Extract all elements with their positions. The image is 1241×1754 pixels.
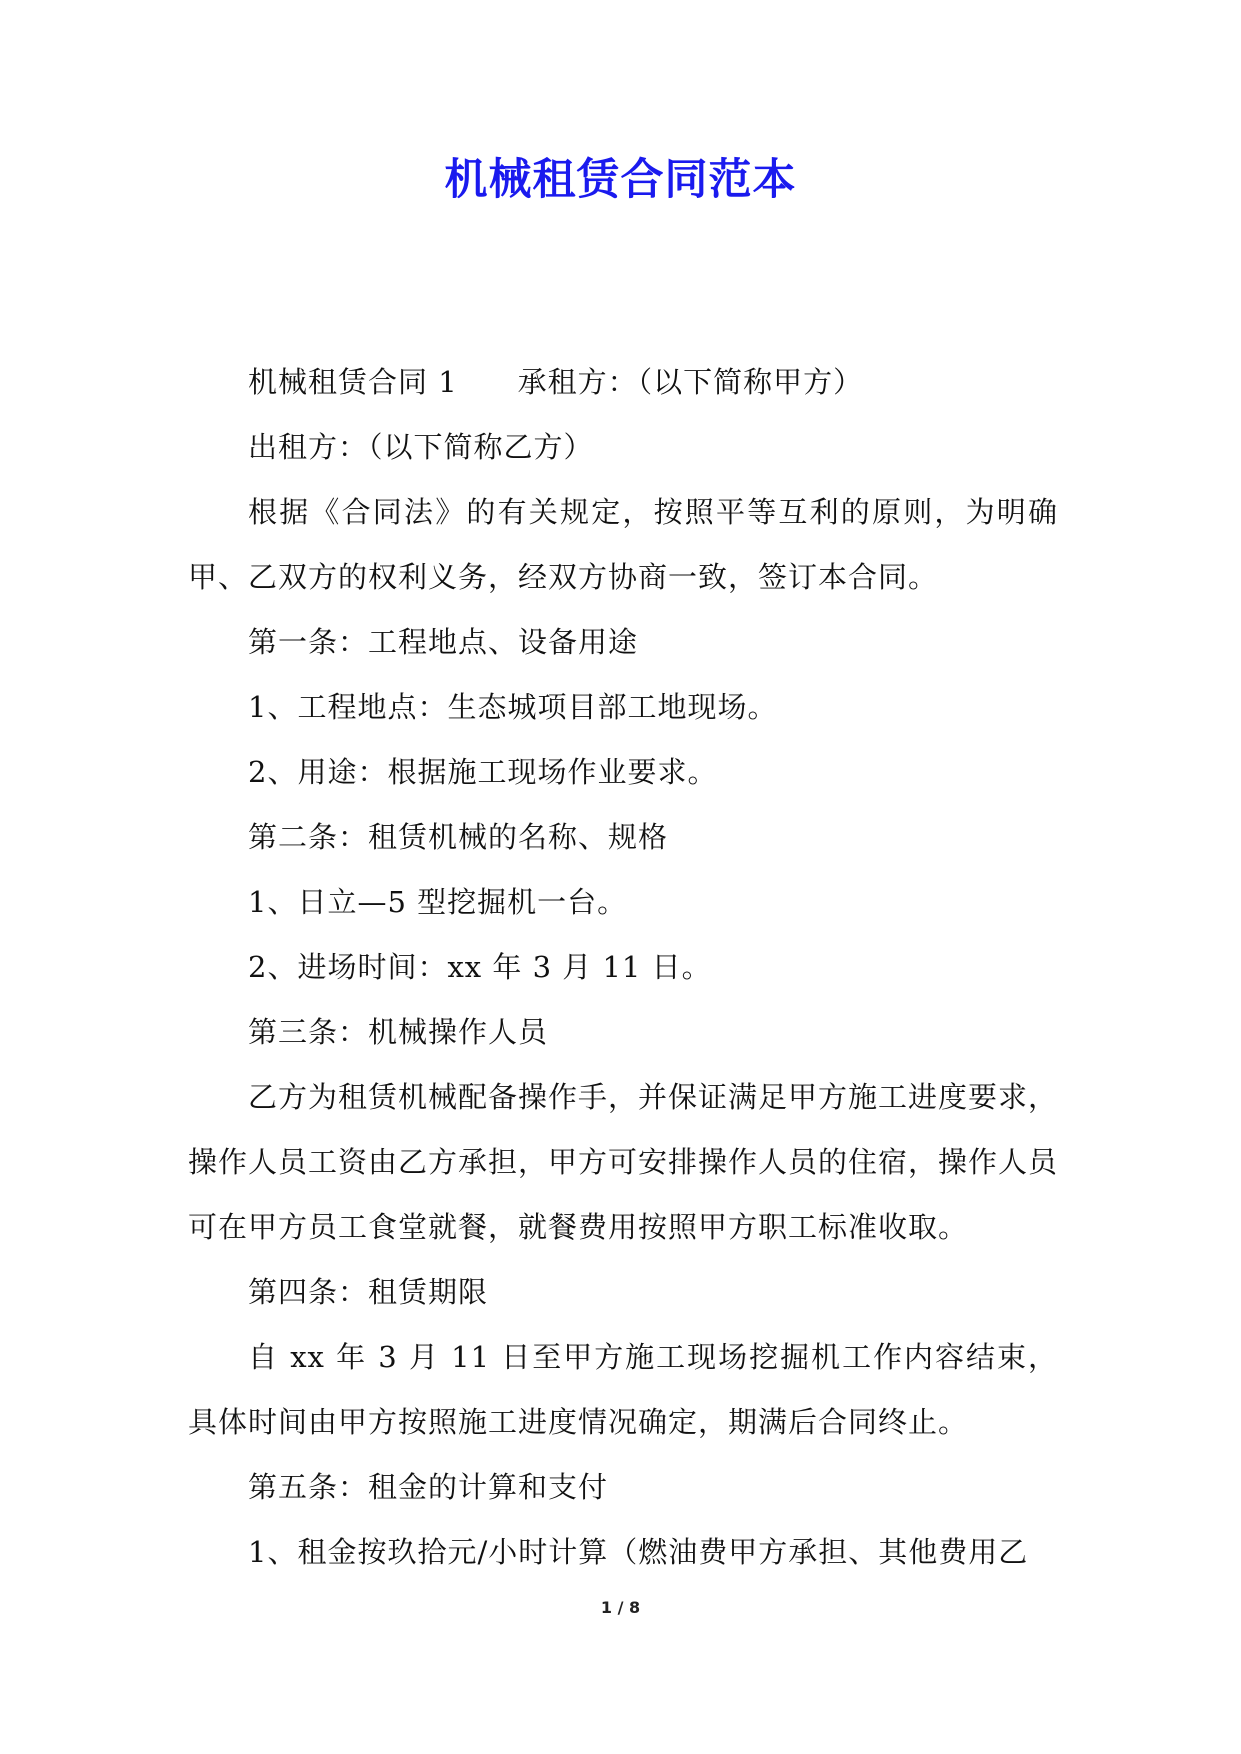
document-body: [188, 350, 1058, 1585]
article-3-paragraph: 乙方为租赁机械配备操作手，并保证满足甲方施工进度要求，操作人员工资由乙方承担，甲方可安排操作人员的住宿，操作人员可在甲方员工食堂就餐，就餐费用按照甲方职工标准收取。: [188, 1080, 1059, 1244]
article-4-heading: 第四条：租赁期限: [248, 1275, 489, 1309]
page-number: 1 / 8: [600, 1598, 641, 1617]
lessee-label: 承租方：（以下简称甲方）: [517, 365, 864, 399]
article-2-item-2: 2、进场时间：xx 年 3 月 11 日。: [248, 950, 712, 984]
article-1-item-1: 1、工程地点：生态城项目部工地现场。: [248, 690, 778, 724]
lessor-label: 出租方：（以下简称乙方）: [248, 430, 594, 464]
contract-heading-line: [188, 350, 1058, 415]
article-1-heading: 第一条：工程地点、设备用途: [248, 625, 639, 659]
article-2-item-1: 1、日立—5 型挖掘机一台。: [248, 885, 628, 919]
preamble-paragraph: 根据《合同法》的有关规定，按照平等互利的原则，为明确甲、乙双方的权利义务，经双方协商一致，签订本合同。: [188, 495, 1058, 594]
document-title: 机械租赁合同范本: [444, 155, 797, 205]
article-4-paragraph: 自 xx 年 3 月 11 日至甲方施工现场挖掘机工作内容结束，具体时间由甲方按照施工进度情况确定，期满后合同终止。: [188, 1340, 1058, 1439]
article-2-heading: 第二条：租赁机械的名称、规格: [248, 820, 669, 854]
article-1-item-2: 2、用途：根据施工现场作业要求。: [248, 755, 718, 789]
contract-number: 机械租赁合同 1: [248, 365, 458, 399]
article-3-heading: 第三条：机械操作人员: [248, 1015, 549, 1049]
article-5-heading: 第五条：租金的计算和支付: [248, 1470, 609, 1504]
article-5-item-1: 1、租金按玖拾元/小时计算（燃油费甲方承担、其他费用乙: [248, 1535, 1029, 1569]
